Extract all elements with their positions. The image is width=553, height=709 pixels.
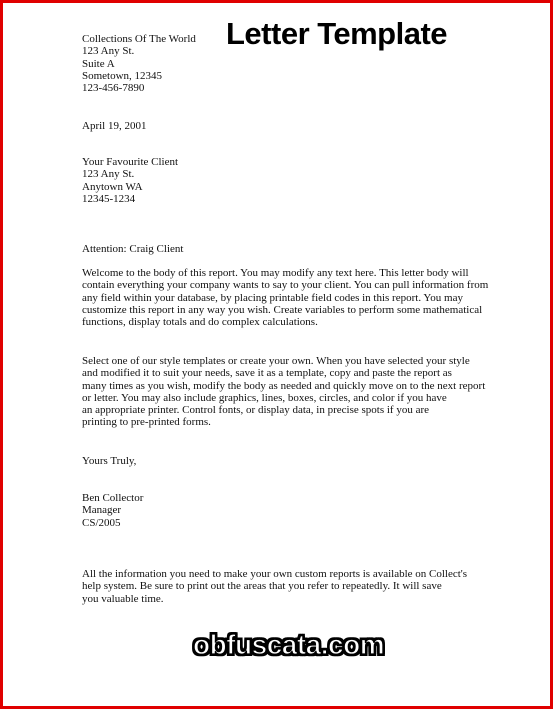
letter-date: April 19, 2001 bbox=[82, 120, 147, 132]
sender-address bbox=[82, 33, 196, 94]
sender-city: Sometown, 12345 bbox=[82, 69, 163, 82]
body-line: Welcome to the body of this report. You may modify any text here. This letter body will bbox=[82, 267, 469, 279]
body-paragraph-2 bbox=[82, 355, 485, 429]
recipient-zip: 12345-1234 bbox=[82, 192, 136, 205]
signature-ref: CS/2005 bbox=[82, 516, 121, 529]
sender-suite: Suite A bbox=[82, 57, 115, 70]
attention-line: Attention: Craig Client bbox=[82, 243, 184, 255]
recipient-street: 123 Any St. bbox=[82, 168, 135, 181]
sender-street: 123 Any St. bbox=[82, 45, 135, 58]
body-line: or letter. You may also include graphics, lines, boxes, circles, and color if you have bbox=[82, 391, 447, 404]
body-line: Select one of our style templates or create your own. When you have selected your style bbox=[82, 355, 470, 367]
footer-note bbox=[82, 568, 467, 605]
signature-name: Ben Collector bbox=[82, 492, 144, 504]
footer-line: you valuable time. bbox=[82, 592, 164, 605]
body-line: and modified it to suit your needs, save it as a template, copy and paste the report as bbox=[82, 367, 452, 380]
body-line: printing to pre-printed forms. bbox=[82, 416, 211, 429]
body-line: any field within your database, by placing printable field codes in this report. You may bbox=[82, 291, 463, 304]
body-line: an appropriate printer. Control fonts, or display data, in precise spots if you are bbox=[82, 404, 430, 417]
sender-phone: 123-456-7890 bbox=[82, 82, 145, 95]
watermark: obfuscata.com bbox=[193, 629, 385, 660]
closing: Yours Truly, bbox=[82, 455, 137, 467]
signature-block bbox=[82, 492, 143, 529]
signature-title: Manager bbox=[82, 504, 122, 517]
footer-line: help system. Be sure to print out the areas that you refer to repeatedly. It will save bbox=[82, 580, 442, 593]
body-line: many times as you wish, modify the body as needed and quickly move on to the next report bbox=[82, 379, 486, 392]
body-line: functions, display totals and do complex calculations. bbox=[82, 316, 318, 329]
recipient-city: Anytown WA bbox=[82, 180, 143, 193]
body-paragraph-1 bbox=[82, 267, 488, 328]
body-line: customize this report in any way you wish. Create variables to perform some mathematical bbox=[82, 303, 483, 316]
sender-name: Collections Of The World bbox=[82, 33, 196, 45]
footer-line: All the information you need to make your own custom reports is available on Collect's bbox=[82, 568, 468, 580]
body-line: contain everything your company wants to say to your client. You can pull information from bbox=[82, 279, 489, 292]
recipient-name: Your Favourite Client bbox=[82, 156, 179, 168]
page-title: Letter Template bbox=[226, 16, 448, 51]
recipient-address bbox=[82, 156, 178, 205]
